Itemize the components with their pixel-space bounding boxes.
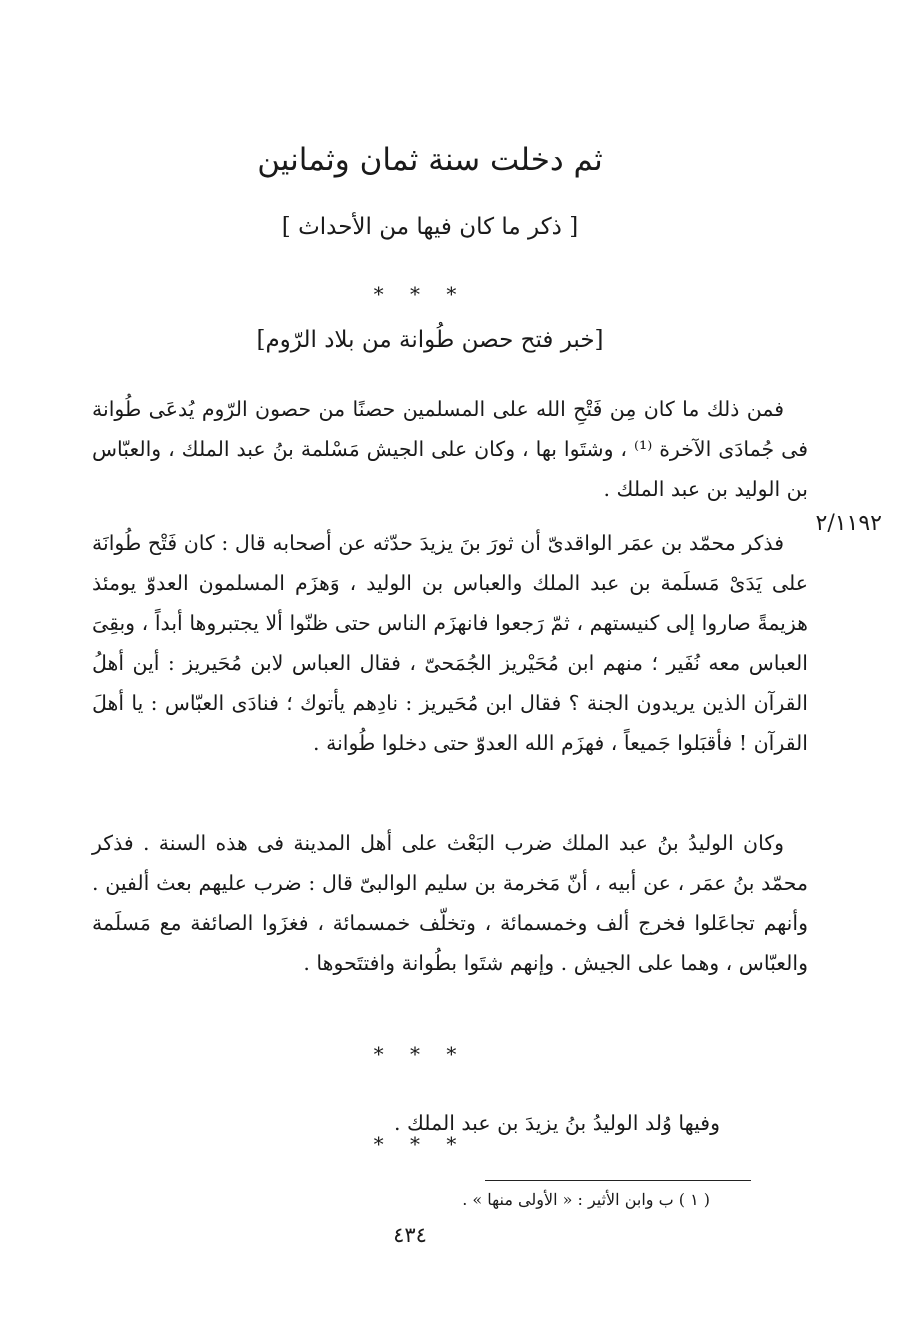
chapter-subtitle: [ ذكر ما كان فيها من الأحداث ] bbox=[281, 214, 579, 240]
section-separator: * * * bbox=[373, 282, 467, 306]
page-number: ٤٣٤ bbox=[393, 1223, 427, 1247]
paragraph: وكان الوليدُ بنُ عبد الملك ضرب البَعْث على أهل المدينة فى هذه السنة . فذكر محمّد بنُ عمَر ، عن أبيه ، أنّ مَخرمة بن سليم الوالبىّ قال : ضرب عليهم بعث ألفين . وأنهم تجاعَلوا فخرج ألف وخمسمائة ، وتخلّف خمسمائة ، فغزَوا الصائفة مع مَسلَمة والعبّاس ، وهما على الجيش . وإنهم شتَوا بطُوانة وافتتَحوها . bbox=[92, 830, 808, 975]
section-heading: [خبر فتح حصن طُوانة من بلاد الرّوم] bbox=[256, 327, 604, 353]
paragraph: وفيها وُلد الوليدُ بنُ يزيدَ بن عبد الملك . bbox=[394, 1110, 720, 1135]
paragraph: فذكر محمّد بن عمَر الواقدىّ أن ثورَ بنَ يزيدَ حدّثه عن أصحابه قال : كان فَتْح طُوانَة على يَدَىْ مَسلَمة بن عبد الملك والعباس بن الوليد ، وَهزَم المسلمون العدوّ يومئذ هزيمةً صاروا إلى كنيستهم ، ثمّ رَجعوا فانهزَم الناس حتى ظنّوا ألا يجتبروها أبداً ، وبقِىَ العباس معه نُفَير ؛ منهم ابن مُحَيْريز الجُمَحىّ ، فقال العباس لابن مُحَيريز : أين أهلُ القرآن الذين يريدون الجنة ؟ فقال ابن مُحَيريز : نادِهم يأتوك ؛ فنادَى العبّاس : يا أهلَ القرآن ! فأقبَلوا جَميعاً ، فهزَم الله العدوّ حتى دخلوا طُوانة . bbox=[92, 530, 808, 755]
footnote-divider bbox=[485, 1180, 751, 1181]
paragraph: فمن ذلك ما كان مِن فَتْحِ الله على المسلمين حصنًا من حصون الرّوم يُدعَى طُوانة فى جُمادَى الآخرة ⁽¹⁾ ، وشتَوا بها ، وكان على الجيش مَسْلمة بنُ عبد الملك ، والعبّاس بن الوليد بن عبد الملك . bbox=[92, 396, 809, 501]
margin-reference: ٢/١١٩٢ bbox=[815, 511, 882, 536]
section-separator: * * * bbox=[373, 1132, 467, 1156]
footnote: ( ١ ) ب وابن الأثير : « الأولى منها » . bbox=[462, 1190, 710, 1209]
section-separator: * * * bbox=[373, 1042, 467, 1066]
chapter-title: ثم دخلت سنة ثمان وثمانين bbox=[257, 142, 603, 178]
